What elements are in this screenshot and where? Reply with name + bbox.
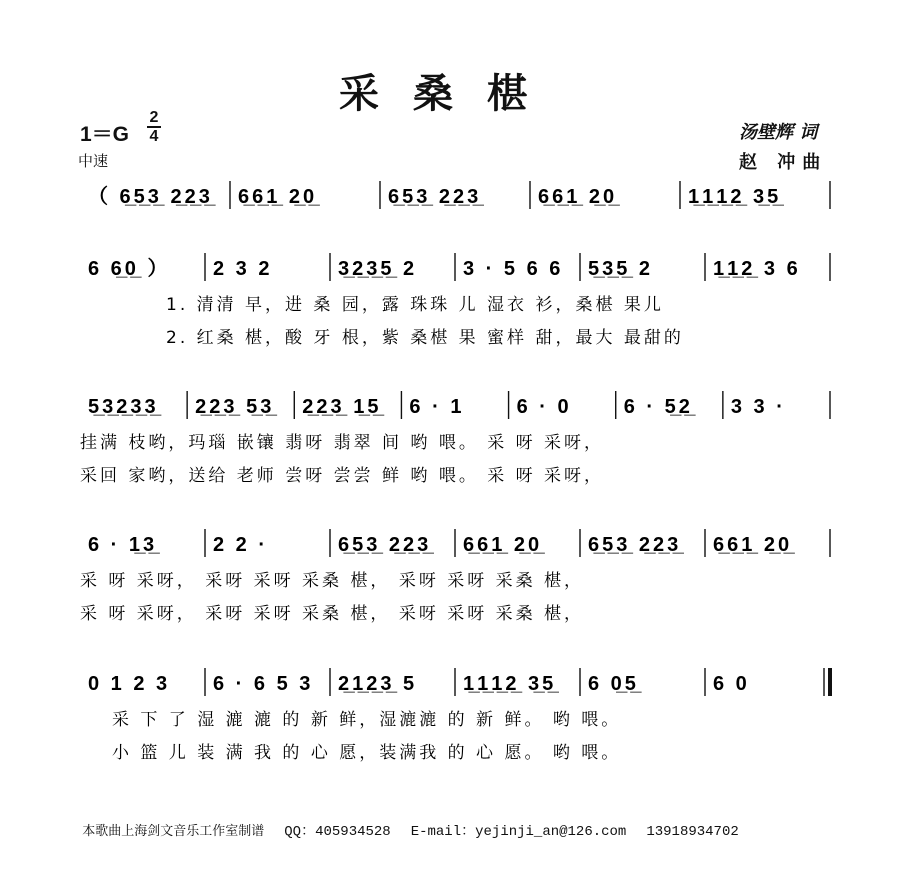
measure: 3 3 · (730, 396, 786, 418)
footer (74, 805, 759, 840)
measure: 6̲5̲3̲ 2̲2̲3̲ (338, 534, 432, 556)
lyric-line-1: 挂满 枝哟，玛瑙 嵌镶 翡呀 翡翠 间 哟 喂。 采 呀 采呀， (80, 433, 605, 453)
measure: 2 3 2 (213, 258, 273, 280)
lyric-line-2: 小 篮 儿 装 满 我 的 心 愿，装满我 的 心 愿。 哟 喂。 (112, 743, 622, 763)
measure: 6̲6̲1̲ 2̲0̲ (538, 186, 618, 208)
tempo-marking: 中速 (78, 152, 109, 170)
lyric-line-2: 采 呀 采呀， 采呀 采呀 采桑 椹， 采呀 采呀 采桑 椹， (80, 604, 585, 624)
measure: 6 0 (713, 673, 750, 695)
measure: 6 · 1 (409, 396, 465, 418)
measure: 1̲1̲1̲2̲ 3̲5̲ (463, 673, 557, 695)
measure: 3̲2̲3̲5̲ 2 (338, 258, 418, 280)
measure: 6̲6̲1̲ 2̲0̲ (463, 534, 543, 556)
measure: 1̲1̲2̲ 3 6 (713, 258, 801, 280)
lyric-line-2: 采回 家哟，送给 老师 尝呀 尝尝 鲜 哟 喂。 采 呀 采呀， (80, 466, 605, 486)
lyric-line-1: 采 下 了 湿 漉 漉 的 新 鲜，湿漉漉 的 新 鲜。 哟 喂。 (112, 710, 622, 730)
measure: 6̲5̲3̲ 2̲2̲3̲ (388, 186, 482, 208)
measure: 6 · 0 (516, 396, 572, 418)
key-signature: 1＝G (80, 123, 130, 146)
studio-credit: 本歌曲上海剑文音乐工作室制谱 (82, 824, 265, 839)
phone-number: 13918934702 (646, 824, 739, 840)
measure: 5̲3̲5̲ 2 (588, 258, 654, 280)
measure: 6̲6̲1̲ 2̲0̲ (238, 186, 318, 208)
measure: 3 · 5 6 6 (463, 258, 564, 280)
song-title: 采桑椹 (339, 70, 561, 117)
qq-number: QQ：405934528 (284, 824, 391, 840)
composer-credit: 赵 冲曲 (739, 152, 828, 173)
measure: （ 6̲5̲3̲ 2̲2̲3̲ (88, 186, 213, 208)
measure: 6̲6̲1̲ 2̲0̲ (713, 534, 793, 556)
measure: 5̲3̲2̲3̲3̲ (88, 396, 159, 418)
measure: 2̲1̲2̲3̲ 5 (338, 673, 418, 695)
measure: 6̲5̲3̲ 2̲2̲3̲ (588, 534, 682, 556)
meter-bottom: 4 (149, 128, 159, 145)
measure: 2 2 · (213, 534, 269, 556)
measure: 6 6̲0̲ ） (88, 258, 171, 280)
measure: 6 · 5̲2̲ (623, 396, 693, 418)
lyric-line-2: 2. 红桑 椹，酸 牙 根，紫 桑椹 果 蜜样 甜，最大 最甜的 (166, 328, 684, 348)
measure: 6 0̲5̲ (588, 673, 639, 695)
email-address: E-mail：yejinji_an@126.com (410, 824, 627, 840)
lyric-line-1: 采 呀 采呀， 采呀 采呀 采桑 椹， 采呀 采呀 采桑 椹， (80, 571, 585, 591)
measure: 6 · 6 5 3 (213, 673, 314, 695)
measure: 2̲2̲3̲ 1̲5̲ (302, 396, 382, 418)
measure: 0 1 2 3 (88, 673, 171, 695)
meter-top: 2 (149, 109, 159, 126)
lyric-line-1: 1. 清清 早，进 桑 园，露 珠珠 儿 湿衣 衫，桑椹 果儿 (166, 295, 664, 315)
lyricist-credit: 汤壁辉 词 (739, 122, 818, 143)
measure: 1̲1̲1̲2̲ 3̲5̲ (688, 186, 782, 208)
measure: 2̲2̲3̲ 5̲3̲ (195, 396, 275, 418)
measure: 6 · 1̲3̲ (88, 534, 158, 556)
